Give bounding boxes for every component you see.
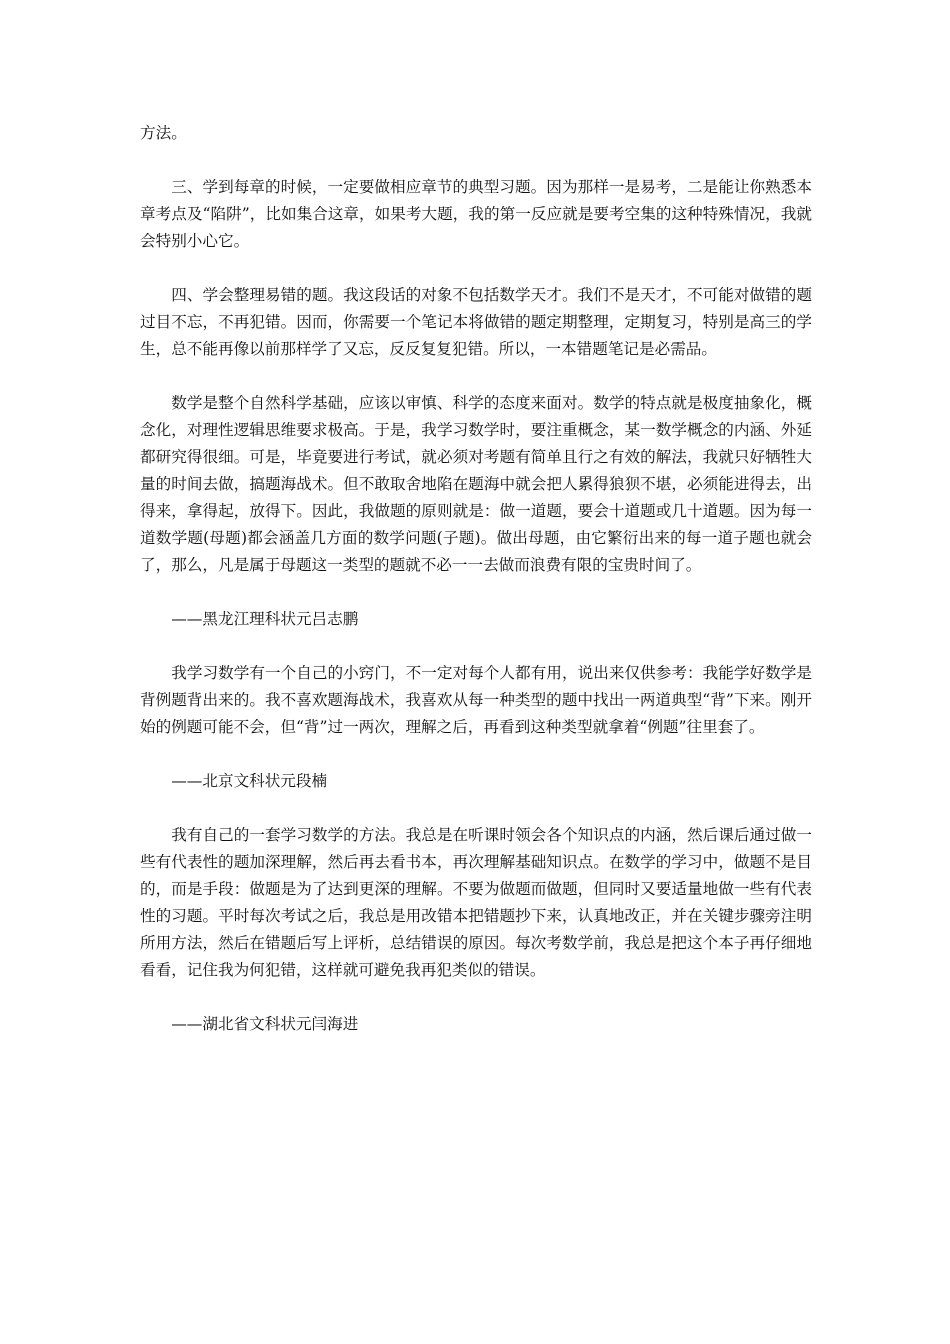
paragraph-quote-lv: 数学是整个自然科学基础，应该以审慎、科学的态度来面对。数学的特点就是极度抽象化，概念化，对理性逻辑思维要求极高。于是，我学习数学时，要注重概念，某一数学概念的内涵、外延都研究得很细。可是，毕竟要进行考试，就必须对考题有简单且行之有效的解法，我就只好牺牲大量的时间去做，搞题海战术。但不敢取舍地陷在题海中就会把人累得狼狈不堪，必须能进得去，出得来，拿得起，放得下。因此，我做题的原则就是：做一道题，要会十道题或几十道题。因为每一道数学题(母题)都会涵盖几方面的数学问题(子题)。做出母题，由它繁衍出来的每一道子题也就会了，那么，凡是属于母题这一类型的题就不必一一去做而浪费有限的宝贵时间了。 bbox=[140, 394, 812, 574]
paragraph-method-end: 方法。 bbox=[140, 124, 187, 142]
paragraph-quote-yan: 我有自己的一套学习数学的方法。我总是在听课时领会各个知识点的内涵，然后课后通过做一些有代表性的题加深理解，然后再去看书本，再次理解基础知识点。在数学的学习中，做题不是目的，而是手段：做题是为了达到更深的理解。不要为做题而做题，但同时又要适量地做一些有代表性的习题。平时每次考试之后，我总是用改错本把错题抄下来，认真地改正，并在关键步骤旁注明所用方法，然后在错题后写上评析，总结错误的原因。每次考数学前，我总是把这个本子再仔细地看看，记住我为何犯错，这样就可避免我再犯类似的错误。 bbox=[140, 826, 812, 979]
paragraph-tip-four: 四、学会整理易错的题。我这段话的对象不包括数学天才。我们不是天才，不可能对做错的题过目不忘，不再犯错。因而，你需要一个笔记本将做错的题定期整理，定期复习，特别是高三的学生，总不能再像以前那样学了又忘，反反复复犯错。所以，一本错题笔记是必需品。 bbox=[140, 286, 812, 358]
signature-lv: ——黑龙江理科状元吕志鹏 bbox=[171, 610, 359, 628]
paragraph-quote-duan: 我学习数学有一个自己的小窍门，不一定对每个人都有用，说出来仅供参考：我能学好数学是背例题背出来的。我不喜欢题海战术，我喜欢从每一种类型的题中找出一两道典型“背”下来。刚开始的例题可能不会，但“背”过一两次，理解之后，再看到这种类型就拿着“例题”往里套了。 bbox=[140, 664, 812, 736]
signature-yan: ——湖北省文科状元闫海进 bbox=[171, 1015, 359, 1033]
document-body bbox=[140, 120, 812, 1065]
signature-duan: ——北京文科状元段楠 bbox=[171, 772, 328, 790]
paragraph-tip-three: 三、学到每章的时候，一定要做相应章节的典型习题。因为那样一是易考，二是能让你熟悉本章考点及“陷阱”，比如集合这章，如果考大题，我的第一反应就是要考空集的这种特殊情况，我就会特别小心它。 bbox=[140, 178, 812, 250]
